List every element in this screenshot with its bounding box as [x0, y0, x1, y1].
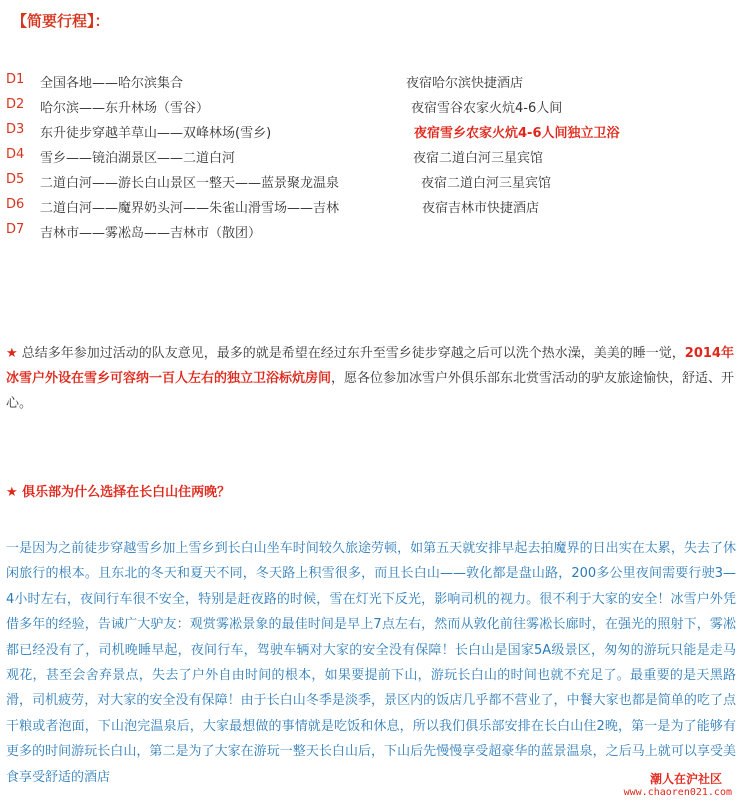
watermark-logo-text: 潮人在沪社区 [649, 772, 722, 786]
route-text: 二道白河——魔界奶头河——朱雀山滑雪场——吉林 [40, 201, 340, 216]
page-title: 【简要行程】： [12, 12, 110, 30]
day-number: D7 [6, 222, 25, 237]
watermark-url: www.chaoren021.com [623, 787, 732, 798]
route-text: 吉林市——雾凇岛——吉林市（散团） [40, 226, 262, 241]
lodging-text: 夜宿二道白河三星宾馆 [421, 176, 552, 191]
route-text: 全国各地——哈尔滨集合 [40, 76, 184, 91]
lodging-text: 夜宿哈尔滨快捷酒店 [406, 76, 524, 91]
summary-paragraph [6, 341, 736, 416]
summary-text-end: ，愿各位参加冰雪户外俱乐部东北赏雪活动的驴友旅途愉快，舒适、开心。 [6, 371, 735, 411]
section-body: 一是因为之前徒步穿越雪乡加上雪乡到长白山坐车时间较久旅途劳顿，如第五天就安排早起去拍魔界的日出实在太累，失去了休闲旅行的根本。且东北的冬天和夏天不同，冬天路上积雪很多，而且长白山——敦化都是盘山路，200多公里夜间需要行驶3—4小时左右，夜间行车很不安全，特别是赶夜路的时候，雪在灯光下反光，影响司机的视力。很不利于大家的安全！冰雪户外凭借多年的经验，告诫广大驴友：观赏雾凇景象的最佳时间是早上7点左右，然而从敦化前往雾凇长廊时，在强光的照射下，雾凇都已经没有了，司机晚睡早起，夜间行车，驾驶车辆对大家的安全没有保障！长白山是国家5A级景区，匆匆的游玩只能是走马观花，甚至会舍弃景点，失去了户外自由时间的根本，如果要提前下山，游玩长白山的时间也就不充足了。最重要的是天黑路滑，司机疲劳，对大家的安全没有保障！由于长白山冬季是淡季，景区内的饭店几乎都不营业了，中餐大家也都是简单的吃了点干粮或者泡面，下山泡完温泉后，大家最想做的事情就是吃饭和休息，所以我们俱乐部安排在长白山住2晚，第一是为了能够有更多的时间游玩长白山，第二是为了大家在游玩一整天长白山后，下山后先慢慢享受超豪华的蓝景温泉，之后马上就可以享受美食享受舒适的酒店 [6, 541, 736, 785]
day-number: D3 [6, 122, 25, 137]
route-text: 东升徒步穿越羊草山——双峰林场(雪乡) [40, 126, 272, 141]
route-text: 二道白河——游长白山景区一整天——蓝景聚龙温泉 [40, 176, 340, 191]
summary-highlight: 2014年冰雪户外设在雪乡可容纳一百人左右的独立卫浴标炕房间 [6, 346, 734, 386]
day-number: D6 [6, 197, 25, 212]
star-icon: ★ [6, 346, 18, 361]
section-heading [6, 481, 230, 500]
day-number: D1 [6, 72, 25, 87]
lodging-text: 夜宿雪谷农家火炕4-6人间 [411, 101, 563, 116]
route-text: 雪乡——镜泊湖景区——二道白河 [40, 151, 236, 166]
day-number: D2 [6, 97, 25, 112]
section-heading-text: 俱乐部为什么选择在长白山住两晚？ [17, 485, 231, 500]
route-text: 哈尔滨——东升林场（雪谷） [40, 101, 210, 116]
lodging-text: 夜宿吉林市快捷酒店 [422, 201, 540, 216]
star-icon: ★ [6, 485, 18, 500]
summary-text: 总结多年参加过活动的队友意见，最多的就是希望在经过东升至雪乡徒步穿越之后可以洗个热水澡，美美的睡一觉， [17, 346, 685, 361]
day-number: D5 [6, 172, 25, 187]
day-number: D4 [6, 147, 25, 162]
lodging-text-highlight: 夜宿雪乡农家火炕4-6人间独立卫浴 [414, 126, 620, 141]
lodging-text: 夜宿二道白河三星宾馆 [413, 151, 544, 166]
